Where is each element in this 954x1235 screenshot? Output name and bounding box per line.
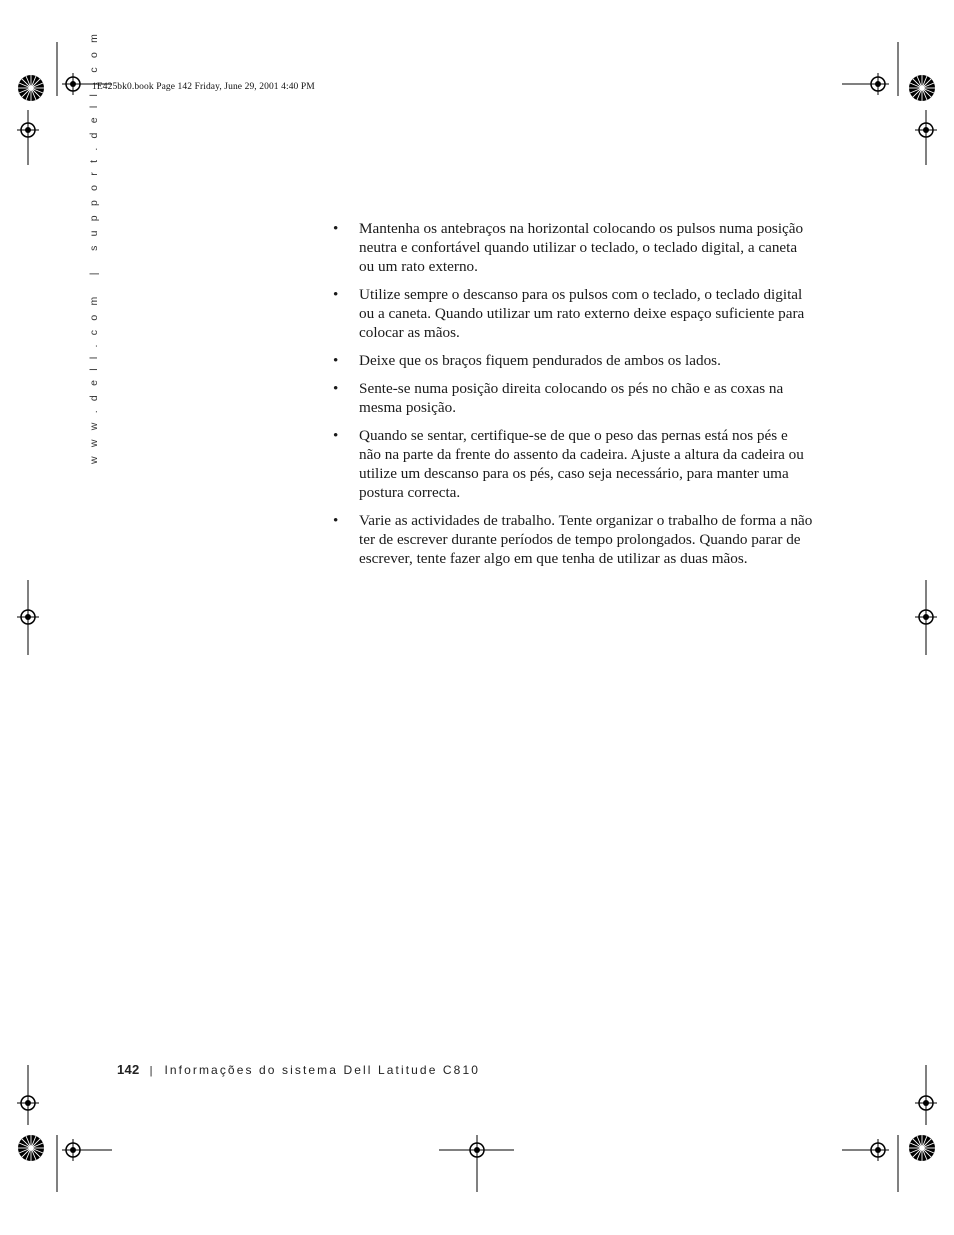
page-number: 142 bbox=[117, 1062, 140, 1077]
bullet-icon: • bbox=[333, 352, 339, 369]
list-item bbox=[333, 426, 813, 502]
footer-separator: | bbox=[149, 1065, 153, 1077]
registration-target-icon bbox=[867, 73, 889, 95]
list-item-text: Varie as actividades de trabalho. Tente organizar o trabalho de forma a não ter de escrever durante períodos de tempo prolongados. Quando parar de escrever, tente fazer algo em que tenha de utilizar as duas mãos. bbox=[359, 512, 813, 567]
star-target-icon bbox=[18, 1135, 44, 1161]
registration-target-icon bbox=[466, 1139, 488, 1161]
registration-target-icon bbox=[17, 1092, 39, 1114]
registration-target-icon bbox=[915, 119, 937, 141]
registration-target-icon bbox=[62, 1139, 84, 1161]
bullet-list bbox=[333, 219, 813, 568]
list-item bbox=[333, 351, 813, 370]
star-target-icon bbox=[909, 1135, 935, 1161]
footer-title: Informações do sistema Dell Latitude C810 bbox=[164, 1063, 481, 1077]
registration-target-icon bbox=[867, 1139, 889, 1161]
list-item bbox=[333, 511, 813, 568]
bullet-icon: • bbox=[333, 286, 339, 303]
list-item-text: Sente-se numa posição direita colocando os pés no chão e as coxas na mesma posição. bbox=[359, 380, 784, 416]
registration-target-icon bbox=[17, 119, 39, 141]
list-item bbox=[333, 285, 813, 342]
registration-target-icon bbox=[915, 606, 937, 628]
bullet-icon: • bbox=[333, 380, 339, 397]
registration-target-icon bbox=[17, 606, 39, 628]
list-item-text: Deixe que os braços fiquem pendurados de ambos os lados. bbox=[359, 352, 721, 369]
registration-target-icon bbox=[915, 1092, 937, 1114]
list-item-text: Quando se sentar, certifique-se de que o peso das pernas está nos pés e não na parte da frente do assento da cadeira. Ajuste a altura da cadeira ou utilize um descanso para os pés, caso seja necessário, para manter uma postura correcta. bbox=[359, 427, 804, 501]
page-footer bbox=[117, 1062, 480, 1077]
list-item bbox=[333, 219, 813, 276]
registration-target-icon bbox=[62, 73, 84, 95]
print-slug: 1E425bk0.book Page 142 Friday, June 29, 2001 4:40 PM bbox=[92, 82, 315, 92]
star-target-icon bbox=[909, 75, 935, 101]
side-url-text: w w w . d e l l . c o m | s u p p o r t . d e l l . c o m bbox=[88, 30, 100, 464]
star-target-icon bbox=[18, 75, 44, 101]
main-content bbox=[333, 219, 813, 577]
list-item-text: Utilize sempre o descanso para os pulsos com o teclado, o teclado digital ou a caneta. Quando utilizar um rato externo deixe espaço suficiente para colocar as mãos. bbox=[359, 286, 805, 341]
bullet-icon: • bbox=[333, 512, 339, 529]
list-item bbox=[333, 379, 813, 417]
list-item-text: Mantenha os antebraços na horizontal colocando os pulsos numa posição neutra e confortável quando utilizar o teclado, o teclado digital, a caneta ou um rato externo. bbox=[359, 220, 804, 275]
bullet-icon: • bbox=[333, 220, 339, 237]
bullet-icon: • bbox=[333, 427, 339, 444]
